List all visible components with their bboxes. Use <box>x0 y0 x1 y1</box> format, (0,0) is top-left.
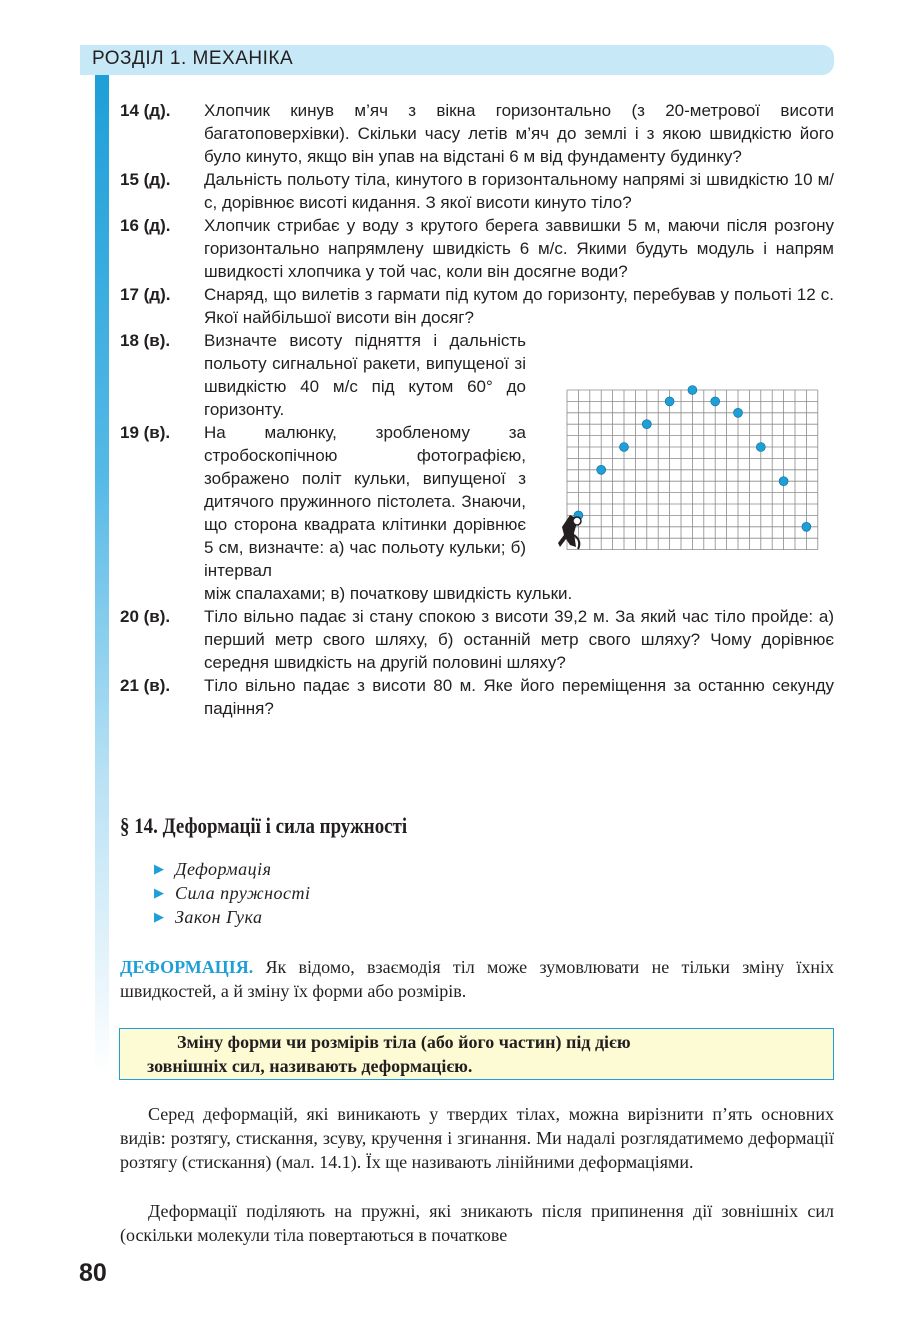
problem-text: На малюнку, зробленому за стробоскопічною фотографією, зображено політ кульки, випущеної з дитячого пружинного пістолета. Знаючи, що сторона квадрата клітинки дорівнює 5 см, визначте: а) час польоту кульки; б) інтервал <box>204 423 526 580</box>
ball-marker <box>756 443 765 452</box>
topic-item <box>154 857 311 881</box>
ball-marker <box>642 420 651 429</box>
definition-line: Зміну форми чи розмірів тіла (або його частин) під дією <box>177 1032 631 1052</box>
problem-21 <box>120 674 834 720</box>
problem-text: Дальність польоту тіла, кинутого в горизонтальному напрямі зі швидкістю 10 м/с, дорівнює висоті кидання. З якої висоти кинуто тіло? <box>204 170 834 212</box>
problem-number: 21 (в). <box>120 676 171 695</box>
spring-pistol-icon <box>558 515 581 549</box>
ball-marker <box>779 477 788 486</box>
body-paragraph: Деформації поділяють на пружні, які зникають після припинення дії зовнішніх сил (оскільки молекули тіла повертаються в початкове <box>120 1201 834 1245</box>
problem-text: Тіло вільно падає з висоти 80 м. Яке його переміщення за останню секунду падіння? <box>204 676 834 718</box>
topic-label: Закон Гука <box>175 907 263 927</box>
chapter-title: РОЗДІЛ 1. МЕХАНІКА <box>92 48 294 69</box>
problem-text: Тіло вільно падає зі стану спокою з висоти 39,2 м. За який час тіло пройде: а) перший метр свого шляху, б) останній метр свого шляху? Чому дорівнює середня швидкість на другій половині шляху? <box>204 607 834 672</box>
ball-marker <box>688 386 697 395</box>
topic-label: Деформація <box>175 859 272 879</box>
problem-17 <box>120 283 834 329</box>
definition-box <box>119 1028 834 1080</box>
problem-number: 19 (в). <box>120 423 171 442</box>
trajectory-grid <box>553 385 823 570</box>
section-topics <box>154 857 311 929</box>
problem-16 <box>120 214 834 283</box>
problem-20 <box>120 605 834 674</box>
problem-15 <box>120 168 834 214</box>
triangle-right-icon: ▶ <box>154 909 165 924</box>
topic-label: Сила пружності <box>175 883 311 903</box>
ball-marker <box>802 522 811 531</box>
problem-number: 20 (в). <box>120 607 171 626</box>
definition-line: зовнішніх сил, називають деформацією. <box>147 1056 473 1076</box>
ball-marker <box>665 397 674 406</box>
problem-text: Визначте висоту підняття і дальність польоту сигнальної ракети, випущеної зі швидкістю 40 м/с під кутом 60° до горизонту. <box>204 331 526 419</box>
keyword: ДЕФОРМАЦІЯ. <box>120 957 254 977</box>
stroboscope-figure <box>553 385 823 570</box>
problem-number: 15 (д). <box>120 170 171 189</box>
problem-text: Хлопчик стрибає у воду з крутого берега заввишки 5 м, маючи після розгону горизонтально напрямлену швидкість 6 м/с. Якими будуть модуль і напрям швидкості хлопчика у той час, коли він досягне води? <box>204 216 834 281</box>
problem-number: 16 (д). <box>120 216 171 235</box>
intro-text: Як відомо, взаємодія тіл може зумовлювати не тільки зміну їхніх швидкостей, а й зміну їх форми або розмірів. <box>120 957 834 1001</box>
problem-number: 14 (д). <box>120 101 171 120</box>
ball-marker <box>620 443 629 452</box>
body-paragraph: Серед деформацій, які виникають у твердих тілах, можна вирізнити п’ять основних видів: розтягу, стискання, зсуву, кручення і згинання. Ми надалі розглядатимемо деформації розтягу (стискання) (мал. 14.1). Їх ще називають лінійними деформаціями. <box>120 1104 834 1172</box>
ball-marker <box>597 465 606 474</box>
page-number: 80 <box>79 1259 107 1287</box>
topic-item <box>154 905 311 929</box>
problem-19-continuation: між спалахами; в) початкову швидкість кульки. <box>204 584 573 603</box>
problem-14 <box>120 99 834 168</box>
problem-text: Снаряд, що вилетів з гармати під кутом до горизонту, перебував у польоті 12 с. Якої найбільшої висоти він досяг? <box>204 285 834 327</box>
ball-marker <box>711 397 720 406</box>
triangle-right-icon: ▶ <box>154 861 165 876</box>
problem-text: Хлопчик кинув м’яч з вікна горизонтально (з 20-метрової висоти багатоповерхівки). Скільки часу летів м’яч до землі і з якою швидкістю його було кинуто, якщо він упав на відстані 6 м від фундаменту будинку? <box>204 101 834 166</box>
topic-item <box>154 881 311 905</box>
problem-number: 17 (д). <box>120 285 171 304</box>
triangle-right-icon: ▶ <box>154 885 165 900</box>
side-accent-strip <box>95 75 109 1075</box>
section-title: § 14. Деформації і сила пружності <box>120 813 408 838</box>
problem-number: 18 (в). <box>120 331 171 350</box>
ball-marker <box>734 408 743 417</box>
intro-paragraph <box>120 955 834 1003</box>
